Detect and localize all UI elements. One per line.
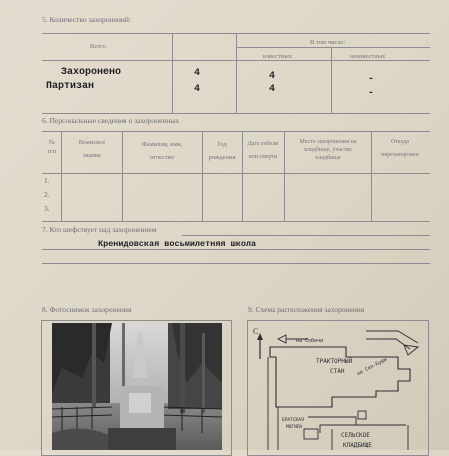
row-known: 4 (269, 84, 276, 95)
cemetery-label-2: КЛАДБИЩЕ (343, 442, 372, 449)
area-label-2: СТАН (330, 368, 345, 375)
north-label: С (253, 327, 259, 336)
cemetery-label-1: СЕЛЬСКОЕ (341, 432, 370, 439)
born-header: Год (217, 141, 227, 148)
num-header: № (48, 139, 56, 146)
rank-header: Воинское (78, 139, 106, 146)
location-map (248, 321, 426, 450)
from-header-2: перезахоронен (381, 152, 419, 158)
row-label: Партизан (46, 81, 95, 92)
row-total: 4 (194, 84, 201, 95)
row-unknown: - (368, 88, 375, 99)
section9-title: 9. Схема расположения захоронения (248, 305, 365, 314)
death-header-2: или смерти (248, 154, 278, 160)
row-number: 3. (44, 204, 50, 213)
row-number: 2. (44, 190, 50, 199)
col-known-header: известных (263, 53, 292, 60)
row-known: 4 (269, 71, 276, 82)
road-right-label: на Сел-Буды (356, 356, 389, 378)
section7-title: 7. Кто шефствует над захоронением (42, 225, 157, 234)
col-unknown-header: неизвестных (350, 53, 386, 60)
row-unknown: - (368, 74, 375, 85)
grave-label-1: БРАТСКАЯ (282, 418, 304, 423)
section5-title: 5. Количество захоронений: (42, 15, 132, 24)
name-header-2: отчество (149, 154, 175, 161)
row-number: 1. (44, 176, 50, 185)
road-top-label: на Собичи (296, 338, 324, 344)
place-header: Место захоронения на (299, 139, 357, 145)
place-header-2: кладбище, участке (304, 147, 352, 153)
place-header-3: кладбища (315, 155, 341, 161)
born-header-2: рождения (208, 154, 236, 161)
col-including-header: В том числе: (310, 39, 346, 46)
col-total-header: Всего (90, 43, 106, 50)
row-total: 4 (194, 68, 201, 79)
from-header: Откуда (390, 139, 410, 145)
section8-title: 8. Фотоснимок захоронения (42, 305, 132, 314)
patron-value: Кренидовская восьмилетняя школа (98, 239, 257, 249)
name-header: Фамилия, имя, (141, 141, 183, 148)
death-header: Дата гибели (247, 141, 279, 147)
num-header-2: п/п (47, 148, 57, 155)
row-label: Захоронено (61, 67, 122, 78)
rank-header-2: звание (82, 152, 102, 159)
grave-label-2: МОГИЛА (286, 425, 303, 430)
area-label-1: ТРАКТОРНЫЙ (316, 358, 353, 365)
section6-title: 6. Персональные сведения о захороненных (42, 116, 180, 125)
burial-photo (52, 323, 222, 450)
